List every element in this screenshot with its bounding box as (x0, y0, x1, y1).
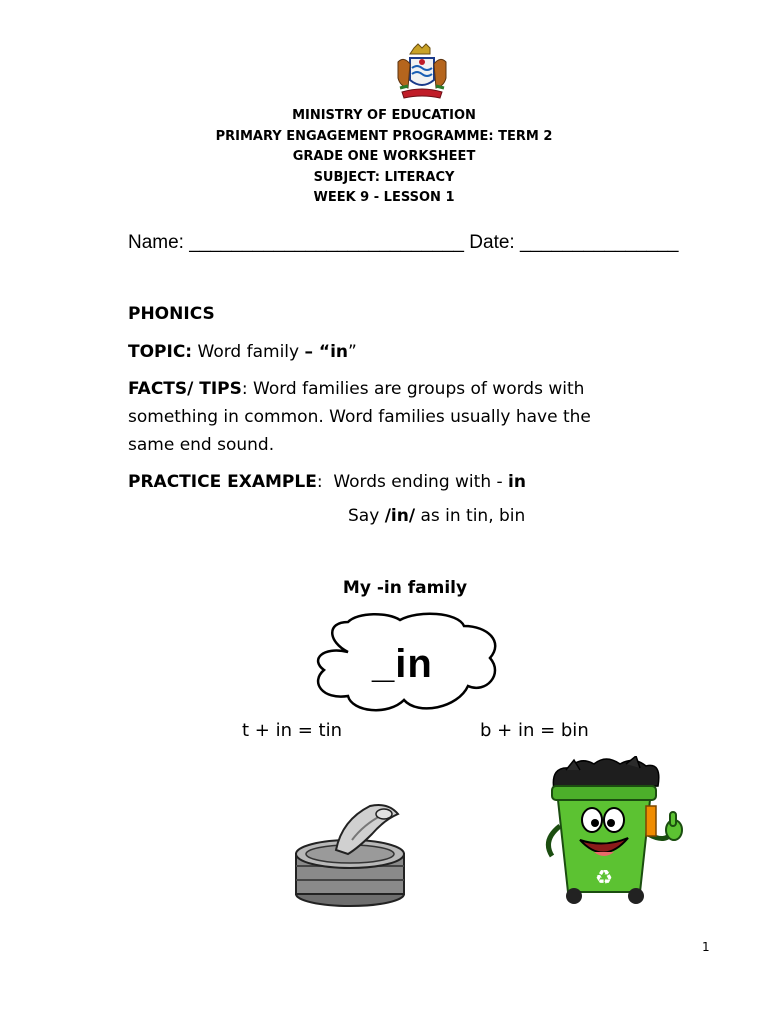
topic-label: TOPIC: (128, 342, 193, 362)
facts-label: FACTS/ TIPS (128, 379, 242, 399)
date-label: Date: (469, 232, 515, 253)
name-blank[interactable]: __________________________ (189, 232, 464, 253)
facts-line-2: something in common. Word families usually have the (128, 407, 591, 427)
page-number: 1 (702, 940, 710, 954)
facts-paragraph (128, 375, 591, 459)
date-blank[interactable]: _______________ (519, 232, 679, 253)
programme-title: PRIMARY ENGAGEMENT PROGRAMME: TERM 2 (215, 128, 553, 144)
recycle-bin-image (540, 756, 690, 910)
facts-line-3: same end sound. (128, 435, 275, 455)
grade-title: GRADE ONE WORKSHEET (292, 149, 476, 164)
say-sound: /in/ (384, 506, 416, 526)
equation-bin: b + in = bin (480, 720, 589, 741)
cloud-text: _in (372, 642, 433, 686)
worksheet-header (0, 106, 768, 209)
practice-label: PRACTICE EXAMPLE (128, 472, 317, 492)
topic-word: – “in (304, 342, 349, 362)
tin-can-image (292, 800, 412, 912)
practice-word: in (508, 472, 526, 492)
svg-text:♻: ♻ (595, 865, 613, 889)
ministry-title: MINISTRY OF EDUCATION (292, 108, 476, 123)
family-title: My -in family (342, 578, 468, 598)
name-label: Name: (128, 232, 184, 253)
coat-of-arms-logo (390, 42, 454, 106)
practice-line (128, 468, 526, 496)
week-title: WEEK 9 - LESSON 1 (313, 190, 455, 205)
facts-line-1: : Word families are groups of words with (241, 379, 585, 399)
topic-line (128, 338, 357, 366)
practice-text: : Words ending with - (316, 472, 509, 492)
name-date-line (128, 232, 679, 254)
topic-close: ” (348, 342, 357, 362)
topic-text: Word family (197, 342, 300, 362)
say-line: Say /in/ as in tin, bin (348, 506, 526, 526)
section-heading: PHONICS (128, 304, 215, 324)
subject-title: SUBJECT: LITERACY (313, 169, 455, 185)
equation-tin: t + in = tin (242, 720, 342, 741)
